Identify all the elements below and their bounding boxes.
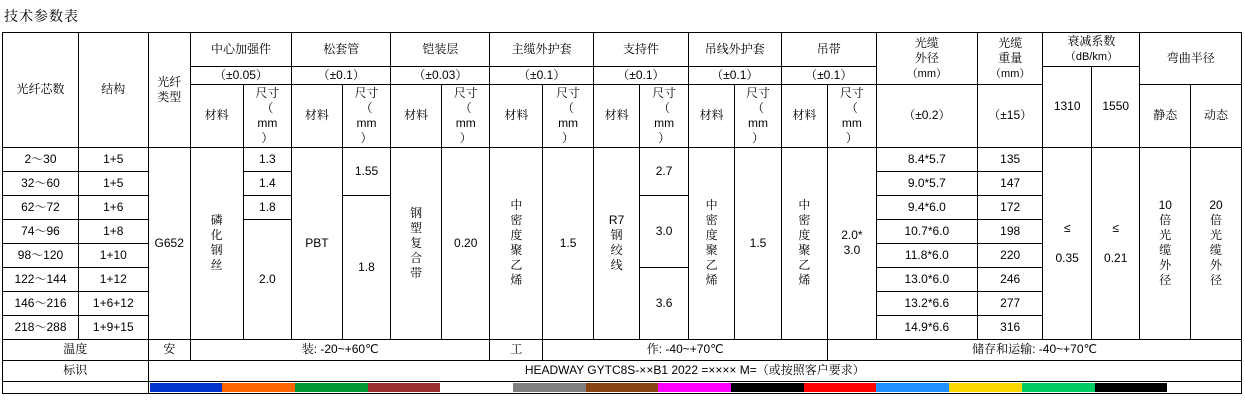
cell-cable-weight: 246	[977, 267, 1042, 291]
tol-messenger-sheath: （±0.1）	[688, 66, 781, 84]
color-swatch	[731, 383, 804, 392]
color-swatch	[150, 383, 223, 392]
cell-core: 74～96	[3, 219, 79, 243]
header-main-sheath: 主缆外护套	[490, 33, 593, 67]
cell-core: 146～216	[3, 291, 79, 315]
cell-center-material: 磷 化 钢 丝	[190, 147, 243, 339]
cell-structure: 1+6	[78, 195, 148, 219]
header-structure: 结构	[78, 33, 148, 148]
tol-hanger: （±0.1）	[781, 66, 876, 84]
tol-cable-weight: （±15）	[977, 84, 1042, 147]
cell-cable-od: 9.4*6.0	[876, 195, 977, 219]
label-temperature: 温度	[3, 339, 149, 360]
cell-messenger-material: 中 密 度 聚 乙 烯	[688, 147, 734, 339]
cell-cable-weight: 172	[977, 195, 1042, 219]
cell-sheath-size: 1.5	[543, 147, 594, 339]
colorbar-row	[3, 381, 1242, 393]
tol-main-sheath: （±0.1）	[490, 66, 593, 84]
cell-structure: 1+10	[78, 243, 148, 267]
cell-support-size: 2.7	[640, 147, 689, 195]
cell-bend-dynamic: 20 倍 光 缆 外 径	[1191, 147, 1242, 339]
label-mark: 标识	[3, 360, 149, 381]
cell-att-1550: ≤ 0.21	[1091, 147, 1140, 339]
value-storage: 储存和运输: -40~+70℃	[828, 339, 1242, 360]
color-swatch	[513, 383, 586, 392]
cell-core: 98～120	[3, 243, 79, 267]
cell-structure: 1+12	[78, 267, 148, 291]
header-attenuation	[1043, 33, 1140, 67]
color-swatch	[1095, 383, 1168, 392]
color-swatch	[876, 383, 949, 392]
subheader-armor-material: 材料	[391, 84, 442, 147]
header-row-groups	[3, 33, 1242, 67]
color-swatch	[368, 383, 441, 392]
cell-cable-od: 11.8*6.0	[876, 243, 977, 267]
header-messenger-sheath: 吊线外护套	[688, 33, 781, 67]
color-swatch	[1022, 383, 1095, 392]
cell-armor-material: 钢 塑 复 合 带	[391, 147, 442, 339]
cell-support-size: 3.6	[640, 267, 689, 339]
color-swatch	[1167, 383, 1240, 392]
cell-messenger-size: 1.5	[735, 147, 781, 339]
tol-center-strength: （±0.05）	[190, 66, 291, 84]
header-center-strength: 中心加强件	[190, 33, 291, 67]
color-swatch	[658, 383, 731, 392]
subheader-hanger-material: 材料	[781, 84, 827, 147]
color-swatch	[295, 383, 368, 392]
cell-fiber-type: G652	[148, 147, 190, 339]
cell-core: 32～60	[3, 171, 79, 195]
cell-cable-od: 8.4*5.7	[876, 147, 977, 171]
subheader-loose-size: 尺寸 （ mm ）	[342, 84, 391, 147]
cell-loose-size: 1.55	[342, 147, 391, 195]
header-fiber-type: 光纤 类型	[148, 33, 190, 148]
cell-support-material: R7 钢 绞 线	[593, 147, 639, 339]
header-bend-dynamic: 动态	[1191, 84, 1242, 147]
color-swatch	[949, 383, 1022, 392]
cell-bend-static: 10 倍 光 缆 外 径	[1140, 147, 1191, 339]
subheader-loose-material: 材料	[292, 84, 343, 147]
cell-cable-weight: 135	[977, 147, 1042, 171]
cell-support-size: 3.0	[640, 195, 689, 267]
subheader-armor-size: 尺寸 （ mm ）	[441, 84, 490, 147]
subheader-support-size: 尺寸 （ mm ）	[640, 84, 689, 147]
cell-cable-weight: 316	[977, 315, 1042, 339]
table-row	[3, 147, 1242, 171]
header-bend-static: 静态	[1140, 84, 1191, 147]
cell-sheath-material: 中 密 度 聚 乙 烯	[490, 147, 543, 339]
cell-cable-weight: 147	[977, 171, 1042, 195]
cell-cable-weight: 220	[977, 243, 1042, 267]
cell-cable-od: 9.0*5.7	[876, 171, 977, 195]
header-att-1310: 1310	[1043, 66, 1092, 147]
tol-cable-od: （±0.2）	[876, 84, 977, 147]
subheader-sheath-size: 尺寸 （ mm ）	[543, 84, 594, 147]
value-install: 装: -20~+60℃	[190, 339, 490, 360]
subheader-support-material: 材料	[593, 84, 639, 147]
cell-cable-weight: 277	[977, 291, 1042, 315]
header-cable-weight: 光缆 重量 （mm）	[977, 33, 1042, 85]
header-att-1550: 1550	[1091, 66, 1140, 147]
header-attenuation-unit: （dB/km）	[1064, 51, 1119, 63]
subheader-hanger-size: 尺寸 （ mm ）	[828, 84, 877, 147]
tol-loose-tube: （±0.1）	[292, 66, 391, 84]
header-bend-radius: 弯曲半径	[1140, 33, 1242, 85]
cell-loose-size: 1.8	[342, 195, 391, 339]
cell-core: 62～72	[3, 195, 79, 219]
color-swatch	[222, 383, 295, 392]
cell-core: 2～30	[3, 147, 79, 171]
cell-center-size: 1.3	[243, 147, 292, 171]
cell-structure: 1+5	[78, 147, 148, 171]
label-install: 安	[148, 339, 190, 360]
cell-armor-size: 0.20	[441, 147, 490, 339]
subheader-messenger-size: 尺寸 （ mm ）	[735, 84, 781, 147]
page-title: 技术参数表	[4, 8, 79, 24]
cell-cable-od: 14.9*6.6	[876, 315, 977, 339]
cell-cable-od: 10.7*6.0	[876, 219, 977, 243]
header-loose-tube: 松套管	[292, 33, 391, 67]
cell-core: 122～144	[3, 267, 79, 291]
cell-structure: 1+5	[78, 171, 148, 195]
header-core-count: 光纤芯数	[3, 33, 79, 148]
header-support: 支持件	[593, 33, 688, 67]
subheader-sheath-material: 材料	[490, 84, 543, 147]
tol-armor: （±0.03）	[391, 66, 490, 84]
color-swatch	[440, 383, 513, 392]
cell-cable-od: 13.2*6.6	[876, 291, 977, 315]
header-hanger: 吊带	[781, 33, 876, 67]
cell-hanger-size: 2.0* 3.0	[828, 147, 877, 339]
temperature-row	[3, 339, 1242, 360]
header-attenuation-label: 衰减系数	[1067, 34, 1116, 48]
cell-core: 218～288	[3, 315, 79, 339]
colorbar-blank	[3, 381, 149, 393]
label-work: 工	[490, 339, 543, 360]
cell-center-size: 1.4	[243, 171, 292, 195]
value-mark: HEADWAY GYTC8S-××B1 2022 =×××× M=（或按照客户要求）	[148, 360, 1241, 381]
subheader-center-size: 尺寸 （ mm ）	[243, 84, 292, 147]
cell-loose-material: PBT	[292, 147, 343, 339]
subheader-messenger-material: 材料	[688, 84, 734, 147]
fiber-color-bar	[148, 381, 1241, 393]
cell-cable-weight: 198	[977, 219, 1042, 243]
subheader-center-material: 材料	[190, 84, 243, 147]
mark-row	[3, 360, 1242, 381]
parameters-table	[2, 32, 1242, 394]
cell-structure: 1+9+15	[78, 315, 148, 339]
color-swatch	[586, 383, 659, 392]
tol-support: （±0.1）	[593, 66, 688, 84]
cell-att-1310: ≤ 0.35	[1043, 147, 1092, 339]
cell-cable-od: 13.0*6.0	[876, 267, 977, 291]
value-work: 作: -40~+70℃	[543, 339, 828, 360]
header-armor: 铠装层	[391, 33, 490, 67]
color-swatch	[804, 383, 877, 392]
cell-center-size: 2.0	[243, 219, 292, 339]
cell-center-size: 1.8	[243, 195, 292, 219]
header-cable-od: 光缆 外径 （mm）	[876, 33, 977, 85]
cell-structure: 1+8	[78, 219, 148, 243]
cell-structure: 1+6+12	[78, 291, 148, 315]
cell-hanger-material: 中 密 度 聚 乙 烯	[781, 147, 827, 339]
